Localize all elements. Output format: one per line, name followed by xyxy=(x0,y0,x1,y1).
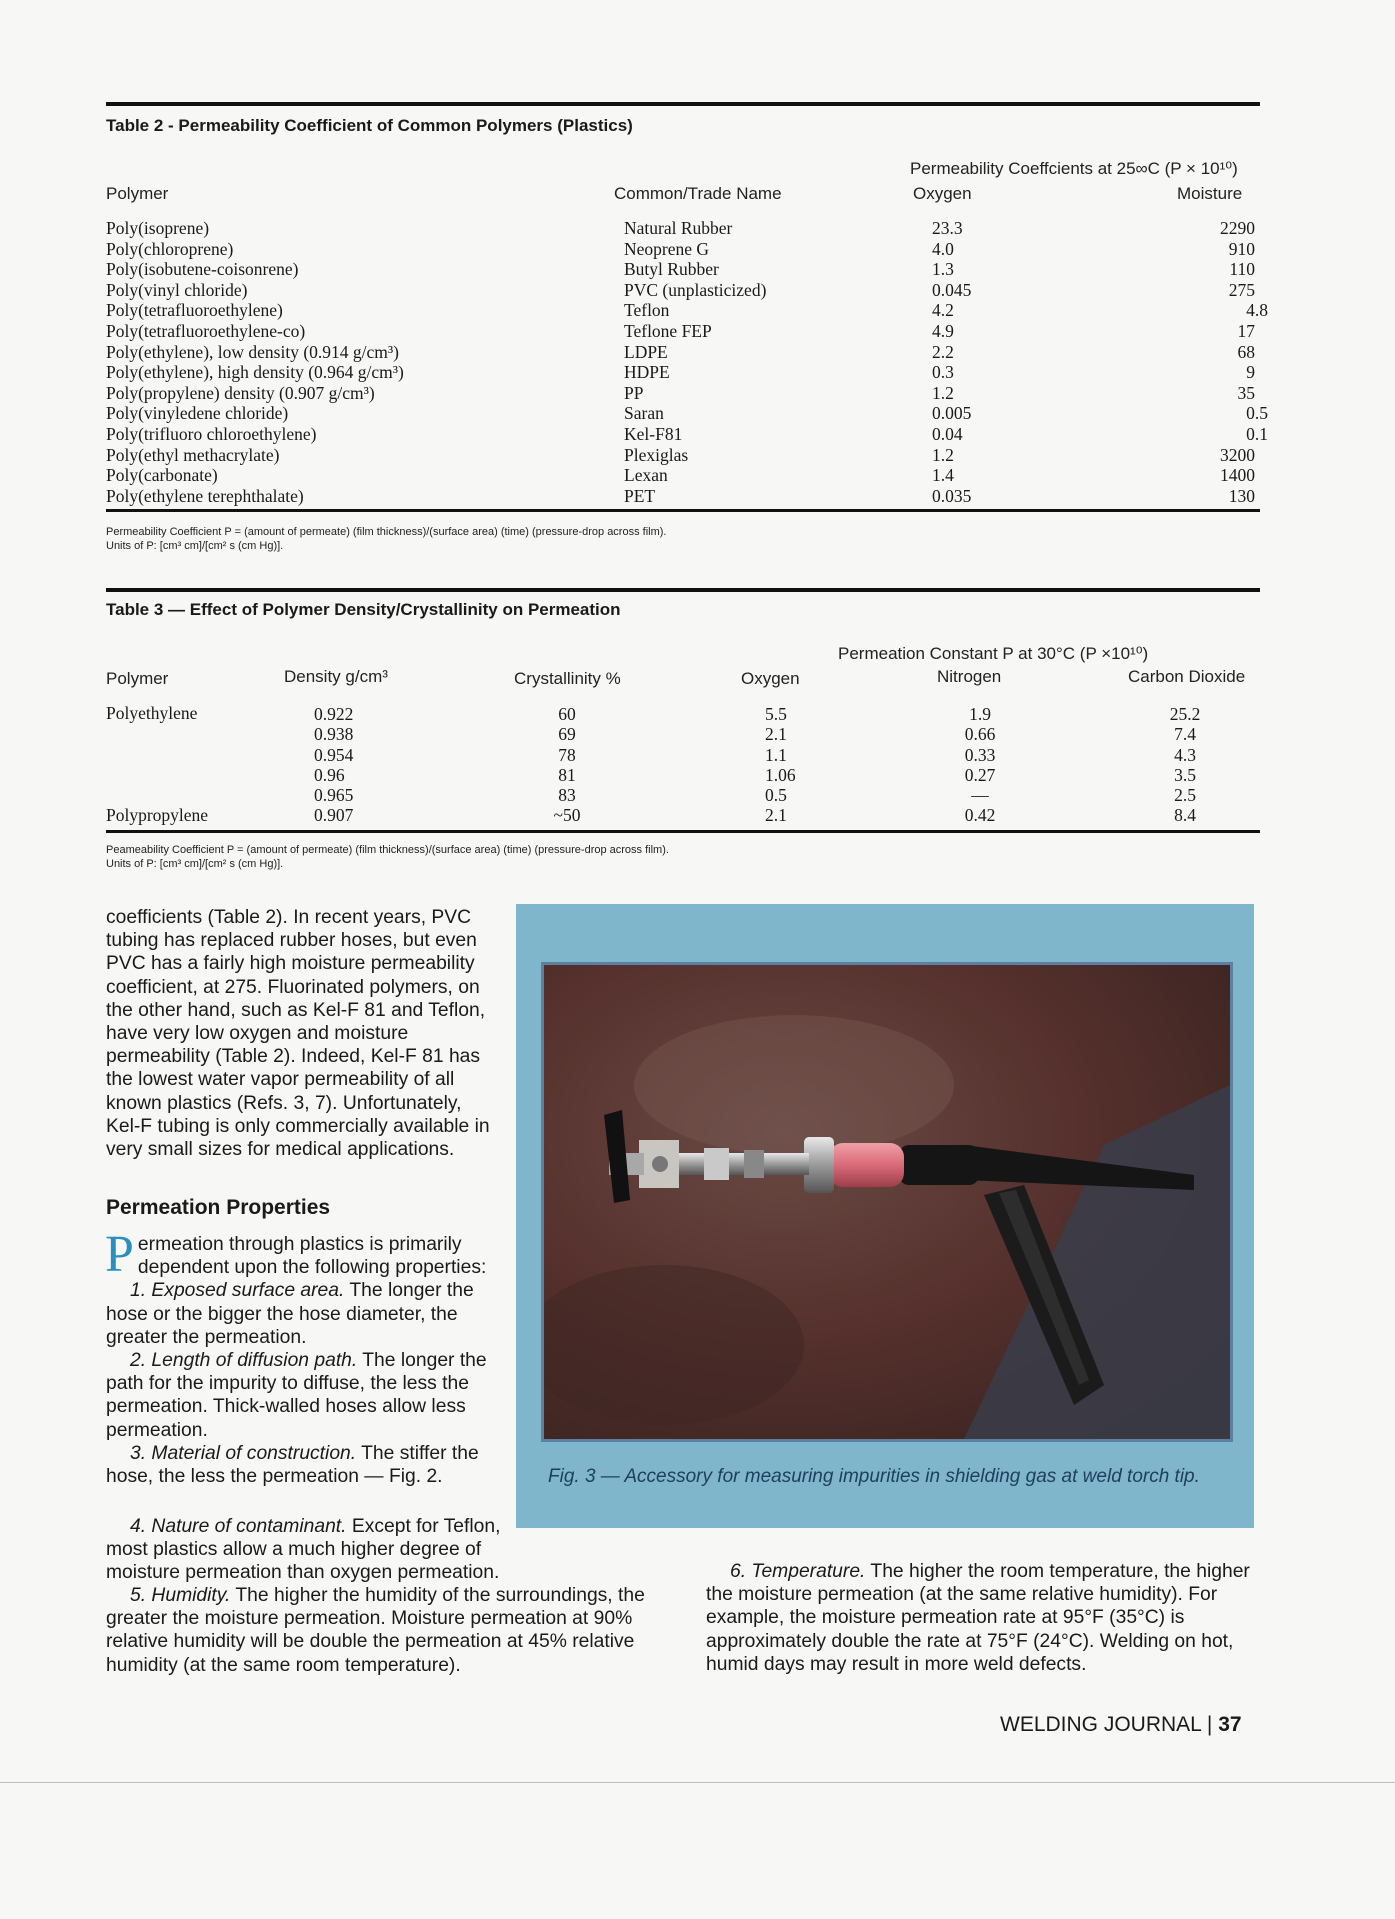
table3-polymer-polypropylene: Polypropylene xyxy=(106,805,209,825)
table3-col-density: Density g/cm³ xyxy=(284,667,388,686)
table-cell: 78 xyxy=(558,744,576,765)
table2-group-header: Permeability Coeffcients at 25∞C (P × 10¹⁰) xyxy=(910,159,1238,178)
list-item-6 xyxy=(706,1560,1256,1676)
table-cell: Saran xyxy=(624,403,664,424)
table-cell: Kel-F81 xyxy=(624,423,683,444)
item-label: 3. Material of construction. xyxy=(130,1442,357,1464)
list-item-2 xyxy=(106,1349,493,1442)
journal-name: WELDING JOURNAL | xyxy=(1000,1713,1213,1736)
table-cell: Poly(ethylene terephthalate) xyxy=(106,485,304,506)
table-cell: 1.1 xyxy=(765,744,787,765)
table-cell: 130 xyxy=(1228,485,1255,506)
item-label: 2. Length of diffusion path. xyxy=(130,1350,358,1372)
table2-note-line2: Units of P: [cm³ cm]/[cm² s (cm Hg)]. xyxy=(106,540,284,552)
table-cell: 0.922 xyxy=(314,704,354,724)
table-cell: 1.06 xyxy=(765,764,796,785)
table-cell: Poly(tetrafluoroethylene-co) xyxy=(106,320,306,341)
table-cell: Poly(trifluoro chloroethylene) xyxy=(106,423,317,444)
table-cell: Poly(propylene) density (0.907 g/cm³) xyxy=(106,382,375,403)
item-label: 5. Humidity. xyxy=(130,1585,231,1606)
table-cell: 0.33 xyxy=(964,744,996,765)
table3-col-oxygen: Oxygen xyxy=(741,669,800,688)
table-cell: 110 xyxy=(1229,259,1255,280)
table3-col-polymer: Polymer xyxy=(106,669,169,688)
table3-top-rule xyxy=(106,588,1260,592)
table-cell: 275 xyxy=(1228,279,1255,300)
section-heading: Permeation Properties xyxy=(106,1196,331,1219)
table-cell: Poly(chloroprene) xyxy=(106,238,234,259)
table-cell: 3200 xyxy=(1220,444,1255,465)
item-text: Except for Teflon, most plastics allow a much higher degree of moisture permeation than oxygen permeation. xyxy=(106,1516,501,1584)
item-label: 1. Exposed surface area. xyxy=(130,1280,345,1302)
table-cell: 1.9 xyxy=(969,704,991,724)
table2-col-polymer: Polymer xyxy=(106,184,169,203)
list-item-3 xyxy=(106,1442,493,1488)
item-text: The longer the path for the impurity to diffuse, the less the permeation. Thick-walled hoses allow less permeation. xyxy=(106,1350,487,1441)
table3-col-nitrogen: Nitrogen xyxy=(937,667,1002,686)
table-cell: 69 xyxy=(558,724,576,745)
table-cell: Poly(ethyl methacrylate) xyxy=(106,444,280,465)
table3-bottom-rule xyxy=(106,830,1260,833)
table2-col-moisture: Moisture xyxy=(1177,184,1243,203)
weld-torch-photo-illustration xyxy=(544,965,1230,1439)
table-cell: Plexiglas xyxy=(624,444,689,465)
table-cell: 0.3 xyxy=(932,362,954,383)
table-cell: Natural Rubber xyxy=(624,218,733,238)
table3-density-column xyxy=(314,704,353,826)
page-number: 37 xyxy=(1218,1713,1242,1736)
table-cell: 7.4 xyxy=(1174,724,1196,745)
table2-note-line1: Permeability Coefficient P = (amount of permeate) (film thickness)/(surface area) (time) (pressure-drop across film). xyxy=(106,526,667,538)
figure-photo xyxy=(541,962,1233,1442)
table3-polymer-polyethylene: Polyethylene xyxy=(106,703,198,723)
table-cell: LDPE xyxy=(624,341,668,362)
table-cell: 3.5 xyxy=(1174,764,1196,785)
table-cell: HDPE xyxy=(624,362,670,383)
table3-oxygen-column xyxy=(765,704,796,826)
table-cell: 83 xyxy=(558,785,576,806)
table-cell: 0.42 xyxy=(964,805,996,826)
table2-col-trade: Common/Trade Name xyxy=(614,184,782,203)
table-cell: PP xyxy=(624,382,644,403)
table3-note xyxy=(106,843,669,871)
table-cell: 0.965 xyxy=(314,785,354,806)
table2-oxygen-column xyxy=(932,218,971,506)
table-cell: 0.27 xyxy=(964,764,996,785)
table-cell: 0.954 xyxy=(314,744,354,765)
table-cell: PVC (unplasticized) xyxy=(624,279,767,300)
table-cell: Neoprene G xyxy=(624,238,710,259)
body-paragraph-1 xyxy=(106,906,493,1161)
list-item-5-block xyxy=(106,1584,660,1677)
table3-co2-column xyxy=(1145,704,1225,826)
table-cell: 2290 xyxy=(1220,218,1255,238)
item-text: The higher the room temperature, the higher the moisture permeation (at the same relative humidity). For example, the moisture permeation rate at 95°F (35°C) is approximately double the rate at 75°F (24°C). Welding on hot, humid days may result in more weld defects. xyxy=(706,1561,1250,1675)
table3-note-line1: Peameability Coefficient P = (amount of permeate) (film thickness)/(surface area) (time) (pressure-drop across film). xyxy=(106,844,669,856)
table-cell: Butyl Rubber xyxy=(624,259,719,280)
table-cell: Poly(vinyl chloride) xyxy=(106,279,248,300)
list-item-4-start xyxy=(106,1515,506,1585)
table-cell: 1.2 xyxy=(932,382,954,403)
table-cell: 0.938 xyxy=(314,724,354,745)
table-cell: 2.1 xyxy=(765,805,787,826)
item-text: The longer the hose or the bigger the hose diameter, the greater the permeation. xyxy=(106,1280,474,1348)
table3-group-header: Permeation Constant P at 30°C (P ×10¹⁰) xyxy=(838,644,1149,663)
table-cell: Poly(ethylene), high density (0.964 g/cm³) xyxy=(106,362,404,383)
table-cell: — xyxy=(971,785,989,806)
table3-col-co2: Carbon Dioxide xyxy=(1128,667,1246,686)
table-cell: PET xyxy=(624,485,656,506)
table-cell: Poly(carbonate) xyxy=(106,465,218,486)
table2-moisture-column xyxy=(1160,218,1268,506)
table-cell: 0.5 xyxy=(1246,403,1268,424)
table-cell: 0.04 xyxy=(932,423,963,444)
table-cell: ~50 xyxy=(553,805,581,826)
table-cell: 81 xyxy=(558,764,576,785)
table-cell: Poly(ethylene), low density (0.914 g/cm³) xyxy=(106,341,399,362)
item-label: 6. Temperature. xyxy=(730,1561,866,1582)
page-edge-line xyxy=(0,1782,1395,1783)
list-item-5 xyxy=(106,1584,660,1677)
table-cell: 5.5 xyxy=(765,704,787,724)
item-text: The higher the humidity of the surroundings, the greater the moisture permeation. Moisture permeation at 90% relative humidity will be double the permeation at 45% relative humidity (at the same room temperature). xyxy=(106,1585,645,1676)
table-cell: 1.3 xyxy=(932,259,954,280)
table3-col-crystallinity: Crystallinity % xyxy=(514,669,621,688)
table3-note-line2: Units of P: [cm³ cm]/[cm² s (cm Hg)]. xyxy=(106,858,284,870)
list-item-6-block xyxy=(706,1560,1256,1676)
table-cell: 910 xyxy=(1228,238,1255,259)
table-cell: Lexan xyxy=(624,465,668,486)
table-cell: 1.2 xyxy=(932,444,954,465)
table-cell: 2.5 xyxy=(1174,785,1196,806)
table-cell: Teflone FEP xyxy=(624,320,712,341)
table-cell: Poly(vinyledene chloride) xyxy=(106,403,289,424)
table-cell: 17 xyxy=(1237,320,1255,341)
item-label: 4. Nature of contaminant. xyxy=(130,1516,347,1537)
table-cell: Poly(isoprene) xyxy=(106,218,210,238)
table-cell: 1400 xyxy=(1220,465,1255,486)
table-cell: 9 xyxy=(1246,362,1255,383)
paragraph-text: coefficients (Table 2). In recent years, PVC tubing has replaced rubber hoses, but even PVC has a fairly high moisture permeability coefficient, at 275. Fluorinated polymers, on the other hand, such as Kel-F 81 and Teflon, have very low oxygen and moisture permeability (Table 2). Indeed, Kel-F 81 has the lowest water vapor permeability of all known plastics (Refs. 3, 7). Unfortunately, Kel-F tubing is only commercially available in very small sizes for medical applications. xyxy=(106,907,490,1161)
table-cell: 60 xyxy=(558,704,576,724)
dropcap-letter: P xyxy=(105,1226,134,1283)
table3-title: Table 3 — Effect of Polymer Density/Crystallinity on Permeation xyxy=(106,600,621,619)
table3-nitrogen-column xyxy=(940,704,1020,826)
table-cell: 0.005 xyxy=(932,403,972,424)
figure-caption: Fig. 3 — Accessory for measuring impurities in shielding gas at weld torch tip. xyxy=(548,1466,1200,1487)
table-cell: 1.4 xyxy=(932,465,954,486)
table-cell: Poly(isobutene-coisonrene) xyxy=(106,259,299,280)
table-cell: 0.5 xyxy=(765,785,787,806)
table-cell: 25.2 xyxy=(1169,704,1201,724)
table-cell: 4.0 xyxy=(932,238,954,259)
table2-trade-column xyxy=(624,218,766,506)
table-cell: 23.3 xyxy=(932,218,963,238)
table-cell: 4.9 xyxy=(932,320,954,341)
table-cell: 0.1 xyxy=(1246,423,1268,444)
table-cell: 4.8 xyxy=(1246,300,1268,321)
item-text: The stiffer the hose, the less the permeation — Fig. 2. xyxy=(106,1442,479,1488)
table-cell: 0.035 xyxy=(932,485,972,506)
table-cell: 4.3 xyxy=(1174,744,1196,765)
table-cell: 8.4 xyxy=(1174,805,1196,826)
list-item-1 xyxy=(106,1279,493,1349)
table-cell: Teflon xyxy=(624,300,670,321)
table-cell: 68 xyxy=(1237,341,1255,362)
list-item-4 xyxy=(106,1515,506,1585)
table-cell: 0.045 xyxy=(932,279,972,300)
table-cell: 0.96 xyxy=(314,764,345,785)
table2-polymer-column xyxy=(106,218,404,506)
table2-title: Table 2 - Permeability Coefficient of Common Polymers (Plastics) xyxy=(106,116,633,135)
table-cell: 0.907 xyxy=(314,805,354,826)
table-cell: 2.2 xyxy=(932,341,954,362)
table-cell: 2.1 xyxy=(765,724,787,745)
table-cell: Poly(tetrafluoroethylene) xyxy=(106,300,283,321)
table3-crystallinity-column xyxy=(527,704,607,826)
table2-note xyxy=(106,525,666,553)
table-cell: 0.66 xyxy=(964,724,996,745)
table2-col-oxygen: Oxygen xyxy=(913,184,972,203)
section-intro xyxy=(105,1226,493,1488)
table2-top-rule xyxy=(106,102,1260,106)
table-cell: 35 xyxy=(1237,382,1255,403)
intro-text: ermeation through plastics is primarily dependent upon the following properties: xyxy=(137,1234,487,1279)
page-footer xyxy=(1000,1713,1242,1737)
table-cell: 4.2 xyxy=(932,300,954,321)
table2-bottom-rule xyxy=(106,509,1260,512)
